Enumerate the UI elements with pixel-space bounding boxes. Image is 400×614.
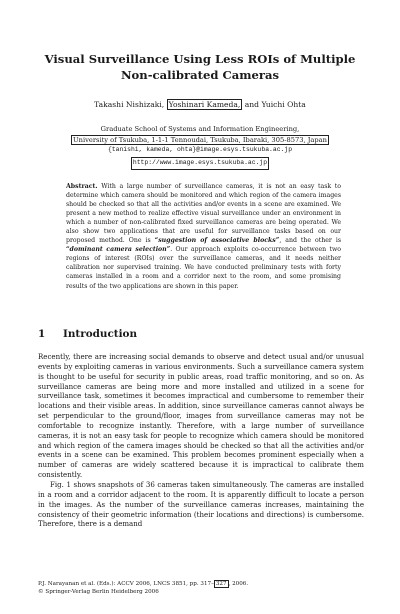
- author-emails: {tanishi, kameda, ohta}@image.esys.tsukuba.ac.jp: [107, 146, 293, 154]
- author-list: [20, 99, 380, 110]
- body-text: [38, 352, 364, 529]
- author-1: Takashi Nishizaki,: [94, 100, 165, 109]
- page-link[interactable]: 327: [215, 581, 227, 587]
- abstract-text-3: . Our approach exploits co-occurrence between two regions of interest (ROIs) over the surveillance cameras, and it needs neither calibration nor supervised training. We have conducted preliminary tests with forty cameras installed in a room and a corridor next to the room, and some promising results of the two applications are shown in this paper.: [66, 246, 341, 290]
- section-title: Introduction: [63, 328, 137, 340]
- paragraph-2: Fig. 1 shows snapshots of 36 cameras taken simultaneously. The cameras are installed in a room and a corridor adjacent to the room. It is apparently difficult to locate a person in the images. As the number of the surveillance cameras increases, maintaining the consistency of their geometric information (their locations and directions) is cumbersome. Therefore, there is a demand: [38, 479, 364, 529]
- lab-url-link[interactable]: http://www.image.esys.tsukuba.ac.jp: [131, 157, 269, 170]
- author-2-link[interactable]: Yoshinari Kameda,: [168, 100, 241, 109]
- abstract-text-2: , and the other is: [279, 237, 341, 245]
- section-number: 1: [38, 328, 46, 340]
- abstract-quote-2: “dominant camera selection”: [66, 246, 171, 254]
- abstract: [66, 182, 341, 291]
- citation-prefix: P.J. Narayanan et al. (Eds.): ACCV 2006, LNCS 3851, pp. 317–: [38, 581, 214, 587]
- abstract-quote-1: “suggestion of associative blocks”: [154, 237, 280, 245]
- abstract-text-1: With a large number of surveillance cameras, it is not an easy task to determine which camera should be monitored and which region of the camera images should be checked so that all the activities and/or events in a scene are examined. We present a new method to realize effective visual surveillance under an environment in which a number of non-calibrated fixed surveillance cameras are being operated. We also show two applications that are useful for surveillance tasks based on our proposed method. One is: [66, 183, 342, 245]
- title-line-1: Visual Surveillance Using Less ROIs of Multiple: [44, 52, 356, 66]
- affiliation: [20, 124, 380, 170]
- affiliation-address-link[interactable]: University of Tsukuba, 1-1-1 Tennoudai, Tsukuba, Ibaraki, 305-8573, Japan: [73, 135, 327, 144]
- footer: [38, 580, 248, 596]
- author-conjunction: and: [244, 100, 260, 109]
- abstract-label: Abstract.: [66, 183, 98, 190]
- copyright-text: Springer-Verlag Berlin Heidelberg 2006: [43, 589, 159, 595]
- title-line-2: Non-calibrated Cameras: [120, 68, 280, 82]
- section-heading: [38, 328, 137, 340]
- author-3: Yuichi Ohta: [261, 100, 306, 109]
- affiliation-line-1: Graduate School of Systems and Information Engineering,: [100, 125, 300, 133]
- copyright-icon: ©: [38, 589, 44, 595]
- paper-title: [20, 51, 380, 83]
- citation-suffix: , 2006.: [228, 581, 249, 587]
- paragraph-1: Recently, there are increasing social demands to observe and detect usual and/or unusual events by exploiting cameras in various environments. Such a surveillance camera system is thought to be useful for security in public areas, road traffic monitoring, and so on. As surveillance cameras are being more and more installed and utilized in a scene for surveillance task, sometimes it becomes impractical and cumbersome to remember their locations and their visible areas. In addition, since surveillance cameras cannot always be set perpendicular to the ground/floor, images from surveillance cameras may not be comfortable to recognize instantly. Therefore, with a large number of surveillance cameras, it is not an easy task for people to recognize which camera should be monitored and which region of the camera images should be checked so that all the activities and/or events in a scene can be examined. This problem becomes prominent especially when a number of cameras are widely scattered because it is impractical to calibrate them consistently.: [38, 352, 364, 480]
